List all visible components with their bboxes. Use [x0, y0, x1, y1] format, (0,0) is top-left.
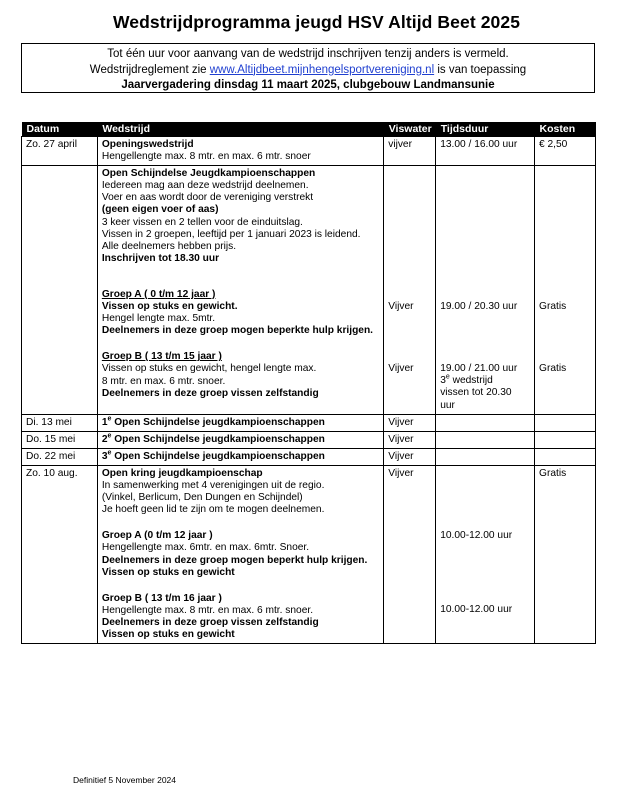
- table-row: [22, 414, 596, 431]
- row-cost: [535, 414, 596, 431]
- row-event: 1e Open Schijndelse jeugdkampioenschappen: [97, 414, 383, 431]
- table-row: [22, 431, 596, 448]
- row-date: Di. 13 mei: [22, 414, 98, 431]
- row-cost: [535, 448, 596, 465]
- row-cost: Gratis Gratis: [535, 166, 596, 414]
- row-time: 19.00 / 20.30 uur 19.00 / 21.00 uur 3e wedstrijd vissen tot 20.30 uur: [436, 166, 535, 414]
- row-date: Do. 15 mei: [22, 431, 98, 448]
- row-event: Open Schijndelse Jeugdkampioenschappen Iedereen mag aan deze wedstrijd deelnemen. Voer en aas wordt door de vereniging verstrekt (geen eigen voer of aas) 3 keer vissen en 2 tellen voor de einduitslag. Vissen in 2 groepen, leeftijd per 1 januari 2023 is leidend. Alle deelnemers hebben prijs. Inschrijven tot 18.30 uur Groep A ( 0 t/m 12 jaar ) Vissen op stuks en gewicht. Hengel lengte max. 5mtr. Deelnemers in deze groep mogen beperkte hulp krijgen. Groep B ( 13 t/m 15 jaar ) Vissen op stuks en gewicht, hengel lengte max. 8 mtr. en max. 6 mtr. snoer. Deelnemers in deze groep vissen zelfstandig: [97, 166, 383, 414]
- row-water: Vijver: [384, 465, 436, 643]
- group-a-title: Groep A ( 0 t/m 12 jaar ): [101, 288, 216, 300]
- regulations-link[interactable]: www.Altijdbeet.mijnhengelsportvereniging.nl: [209, 63, 435, 76]
- group-a-title: Groep A (0 t/m 12 jaar ): [101, 530, 213, 542]
- row-water: Vijver Vijver: [384, 166, 436, 414]
- footer-status: Definitief 5 November 2024: [73, 775, 177, 785]
- table-row: [22, 166, 596, 414]
- group-b-title: Groep B ( 13 t/m 15 jaar ): [101, 351, 222, 363]
- table-row: [22, 137, 596, 166]
- row-time: 13.00 / 16.00 uur: [436, 137, 535, 166]
- row-time: [436, 414, 535, 431]
- table-header-row: [22, 122, 596, 137]
- row-water: vijver: [384, 137, 436, 166]
- row-date: Zo. 10 aug.: [22, 465, 98, 643]
- row-water: Vijver: [384, 414, 436, 431]
- program-table: [21, 122, 596, 644]
- row-date: [22, 166, 98, 414]
- row-event: 2e Open Schijndelse jeugdkampioenschappen: [97, 431, 383, 448]
- row-event: Open kring jeugdkampioenschap In samenwerking met 4 verenigingen uit de regio. (Vinkel, Berlicum, Den Dungen en Schijndel) Je hoeft geen lid te zijn om te mogen deelnemen. Groep A (0 t/m 12 jaar ) Hengellengte max. 6mtr. en max. 6mtr. Snoer. Deelnemers in deze groep mogen beperkt hulp krijgen. Vissen op stuks en gewicht Groep B ( 13 t/m 16 jaar ) Hengellengte max. 8 mtr. en max. 6 mtr. snoer. Deelnemers in deze groep vissen zelfstandig Vissen op stuks en gewicht: [97, 465, 383, 643]
- row-time: 10.00-12.00 uur 10.00-12.00 uur: [436, 465, 535, 643]
- table-row: [22, 465, 596, 643]
- header-datum: Datum: [22, 122, 98, 137]
- header-viswater: Viswater: [384, 122, 436, 137]
- row-cost: Gratis: [535, 465, 596, 643]
- row-time: [436, 448, 535, 465]
- header-wedstrijd: Wedstrijd: [97, 122, 383, 137]
- header-kosten: Kosten: [535, 122, 596, 137]
- table-row: [22, 448, 596, 465]
- row-date: Do. 22 mei: [22, 448, 98, 465]
- info-line-meeting: Jaarvergadering dinsdag 11 maart 2025, clubgebouw Landmansunie: [121, 79, 495, 91]
- info-line-regulations: Wedstrijdreglement zie www.Altijdbeet.mijnhengelsportvereniging.nl is van toepassing: [89, 63, 527, 76]
- info-line-registration: Tot één uur voor aanvang van de wedstrijd inschrijven tenzij anders is vermeld.: [107, 48, 509, 60]
- header-tijdsduur: Tijdsduur: [436, 122, 535, 137]
- row-cost: [535, 431, 596, 448]
- row-event: 3e Open Schijndelse jeugdkampioenschappen: [97, 448, 383, 465]
- row-event: Openingswedstrijd Hengellengte max. 8 mtr. en max. 6 mtr. snoer: [97, 137, 383, 166]
- group-b-title: Groep B ( 13 t/m 16 jaar ): [101, 592, 222, 604]
- row-water: Vijver: [384, 448, 436, 465]
- row-time: [436, 431, 535, 448]
- row-date: Zo. 27 april: [22, 137, 98, 166]
- info-box: [21, 43, 595, 93]
- row-water: Vijver: [384, 431, 436, 448]
- row-cost: € 2,50: [535, 137, 596, 166]
- page-title: Wedstrijdprogramma jeugd HSV Altijd Beet 2025: [112, 12, 521, 32]
